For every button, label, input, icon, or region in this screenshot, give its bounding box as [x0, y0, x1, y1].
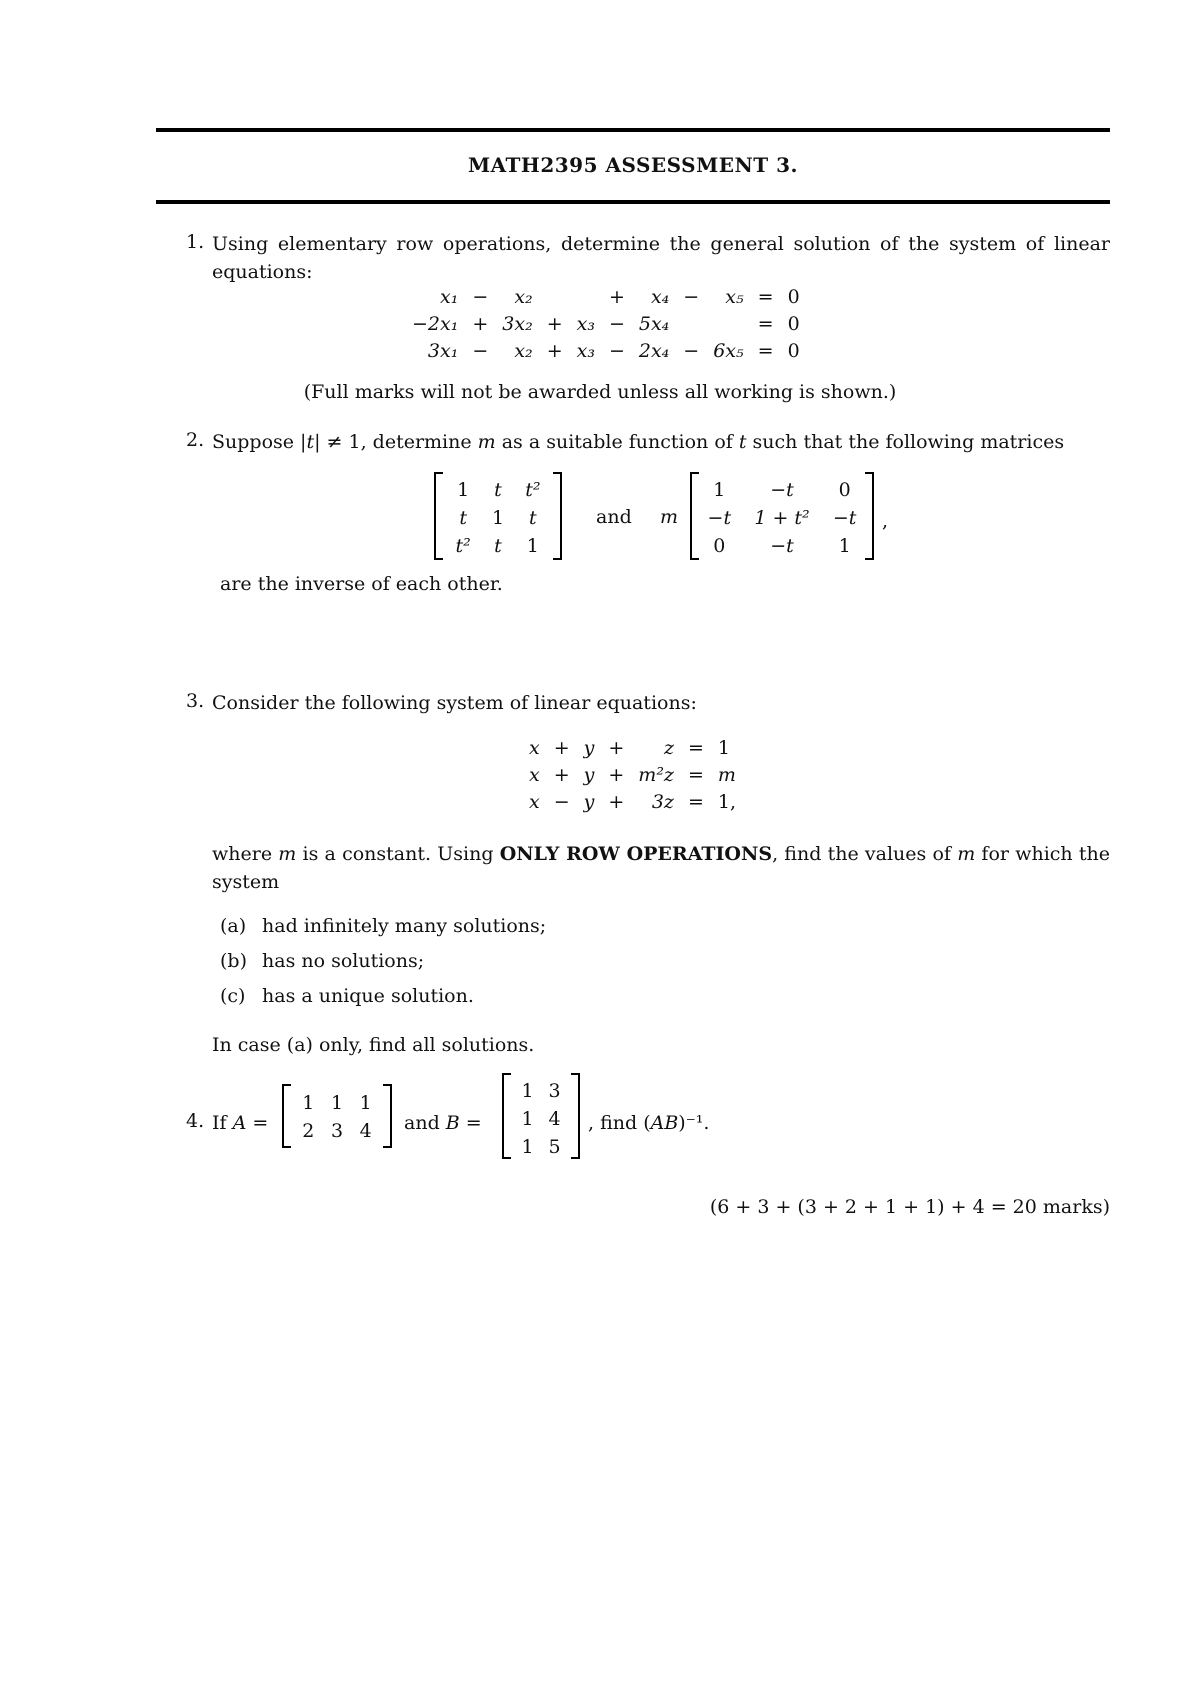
q1-equation-term — [706, 311, 750, 338]
q1-equation-term: − — [608, 313, 625, 335]
q1-equation-term: = — [757, 313, 774, 335]
q3-equation-system — [522, 735, 743, 816]
q2-and: and — [596, 506, 632, 528]
q4-matrix-b-row — [514, 1077, 568, 1105]
q1-equation-term: 3x₂ — [502, 313, 533, 335]
q2-matrix-2-entry: −t — [770, 535, 794, 557]
q2-matrix-1-entry: 1 — [491, 507, 505, 529]
q2-text: Suppose |t| ≠ 1, determine m as a suitable function of t such that the following matrices — [212, 431, 1065, 453]
q2-matrix-2-entry: −t — [707, 507, 732, 529]
q1-equation-term: x₄ — [650, 286, 670, 308]
q1-equation-term: 0 — [787, 340, 800, 362]
q2-matrix-1-entry: 1 — [457, 479, 470, 501]
q4-matrix-a-row — [294, 1117, 380, 1145]
q2-matrix-2-row — [700, 532, 864, 560]
q2-scalar-m: m — [660, 506, 679, 528]
q4-matrix-b — [502, 1073, 580, 1159]
q3-equation-term: 1 — [717, 737, 730, 759]
q3-number: 3. — [186, 690, 205, 712]
q3-equation-term: y — [583, 791, 595, 813]
q3-equation-term: + — [608, 764, 625, 786]
q3-equation-term: 1, — [717, 791, 737, 813]
q1-equation-row — [405, 311, 807, 338]
q3-equation-row — [522, 762, 743, 789]
q4-matrix-b-entry: 1 — [521, 1108, 534, 1130]
q3-equation-row — [522, 789, 743, 816]
q1-equation-term: 3x₁ — [427, 340, 459, 362]
q2-matrix-1-entry: t — [459, 507, 467, 529]
q1-note: (Full marks will not be awarded unless all working is shown.) — [303, 381, 897, 403]
q4-matrix-b-row — [514, 1105, 568, 1133]
q1-equation-term — [676, 311, 706, 338]
q2-comma: , — [882, 510, 889, 532]
q3-equation-term: + — [553, 764, 570, 786]
q4-if-a: If A = — [212, 1112, 269, 1134]
q3-part-label: (c) — [220, 985, 246, 1007]
q1-equation-system — [405, 284, 807, 365]
q1-equation-term: x₃ — [576, 313, 595, 335]
q2-matrix-2-row — [700, 476, 864, 504]
q2-matrix-1-row — [444, 532, 552, 560]
q1-equation-term: − — [472, 340, 489, 362]
q3-equation-term: y — [583, 737, 595, 759]
q4-matrix-a-entry: 3 — [330, 1120, 344, 1142]
q4-matrix-b-entry: 3 — [548, 1080, 561, 1102]
q2-matrix-2-entry: −t — [832, 507, 857, 529]
title-underline-rule — [156, 200, 1110, 204]
q3-part-label: (a) — [220, 915, 247, 937]
q1-equation-term: + — [472, 313, 489, 335]
q4-find: , find (AB)⁻¹. — [588, 1112, 710, 1134]
q1-equation-term: − — [608, 340, 625, 362]
q3-equation-term: + — [608, 791, 625, 813]
q1-text: Using elementary row operations, determine the general solution of the system of linear equations: — [212, 233, 1110, 283]
q3-equation-term: x — [529, 791, 540, 813]
q2-matrix-1-entry: t — [494, 479, 502, 501]
q4-number: 4. — [186, 1110, 205, 1132]
q1-equation-term: x₂ — [514, 286, 533, 308]
q1-equation-term: = — [757, 286, 774, 308]
q3-where-text: where m is a constant. Using ONLY ROW OPERATIONS, find the values of m for which the system — [212, 843, 1110, 893]
q1-equation-term: x₂ — [514, 340, 533, 362]
marks-total: (6 + 3 + (3 + 2 + 1 + 1) + 4 = 20 marks) — [709, 1196, 1110, 1218]
q1-equation-term: 5x₄ — [638, 313, 670, 335]
q2-matrix-1 — [434, 472, 562, 560]
q4-matrix-b-entry: 4 — [548, 1108, 561, 1130]
q2-matrix-1-entry: 1 — [526, 535, 539, 557]
q4-matrix-a-entry: 1 — [330, 1092, 344, 1114]
q1-equation-term — [570, 284, 602, 311]
q1-equation-term: 0 — [787, 313, 800, 335]
q2-matrix-2 — [690, 472, 874, 560]
q3-equation-term: x — [529, 737, 540, 759]
q2-matrix-1-entry: t — [529, 507, 537, 529]
q3-equation-term: + — [553, 737, 570, 759]
q4-and-b: and B = — [404, 1112, 482, 1134]
q4-matrix-b-entry: 5 — [548, 1136, 561, 1158]
q2-matrix-2-entry: 1 — [838, 535, 851, 557]
q1-equation-term: + — [546, 313, 563, 335]
q1-equation-term: x₅ — [725, 286, 744, 308]
q3-equation-term: x — [529, 764, 540, 786]
q4-matrix-b-entry: 1 — [521, 1080, 534, 1102]
q2-matrix-2-row — [700, 504, 864, 532]
q3-part-label: (b) — [220, 950, 247, 972]
q1-equation-term — [540, 284, 570, 311]
q1-equation-term: 0 — [787, 286, 800, 308]
q3-equation-term: + — [608, 737, 625, 759]
q1-equation-row — [405, 284, 807, 311]
q2-matrix-2-entry: 1 — [713, 479, 726, 501]
q3-intro: Consider the following system of linear equations: — [212, 692, 697, 714]
q3-part-text: had infinitely many solutions; — [262, 915, 547, 937]
q2-matrix-2-entry: 0 — [838, 479, 851, 501]
top-rule — [156, 128, 1110, 132]
q2-matrix-2-entry: 1 + t² — [754, 507, 810, 529]
q1-equation-term: + — [546, 340, 563, 362]
q2-number: 2. — [186, 429, 205, 451]
q3-equation-term: = — [687, 764, 704, 786]
q1-equation-row — [405, 338, 807, 365]
q1-equation-term: 6x₅ — [713, 340, 744, 362]
q1-equation-term: = — [757, 340, 774, 362]
q1-equation-term: −2x₁ — [412, 313, 459, 335]
q3-equation-term: z — [663, 737, 674, 759]
q2-matrix-1-row — [444, 504, 552, 532]
q4-matrix-a-row — [294, 1089, 380, 1117]
q3-equation-term: − — [553, 791, 570, 813]
q3-equation-term: = — [687, 737, 704, 759]
q3-equation-row — [522, 735, 743, 762]
q3-part-text: has a unique solution. — [262, 985, 474, 1007]
q4-matrix-b-entry: 1 — [521, 1136, 534, 1158]
q2-matrix-1-entry: t² — [525, 479, 541, 501]
q2-matrix-2-entry: 0 — [713, 535, 726, 557]
q2-matrix-1-entry: t — [494, 535, 502, 557]
q4-matrix-a-entry: 1 — [359, 1092, 372, 1114]
q3-equation-term: 3z — [651, 791, 674, 813]
q1-equation-term: x₃ — [576, 340, 595, 362]
q4-matrix-b-row — [514, 1133, 568, 1161]
q2-tail: are the inverse of each other. — [220, 573, 503, 595]
q3-closing: In case (a) only, find all solutions. — [212, 1034, 535, 1056]
q2-matrix-2-entry: −t — [770, 479, 794, 501]
q3-equation-term: m — [717, 764, 736, 786]
q1-equation-term: + — [608, 286, 625, 308]
q1-equation-term: 2x₄ — [638, 340, 670, 362]
q3-part-text: has no solutions; — [262, 950, 425, 972]
q1-number: 1. — [186, 231, 205, 253]
page-title: MATH2395 ASSESSMENT 3. — [467, 153, 798, 177]
q1-equation-term: − — [683, 286, 700, 308]
q1-equation-term: − — [683, 340, 700, 362]
q4-matrix-a-entry: 4 — [359, 1120, 372, 1142]
q3-equation-term: = — [687, 791, 704, 813]
q4-matrix-a-entry: 2 — [302, 1120, 315, 1142]
q3-equation-term: m²z — [638, 764, 674, 786]
q1-equation-term: − — [472, 286, 489, 308]
q2-matrix-1-row — [444, 476, 552, 504]
q4-matrix-a-entry: 1 — [302, 1092, 315, 1114]
q3-equation-term: y — [583, 764, 595, 786]
q4-matrix-a — [282, 1084, 392, 1148]
q2-matrix-1-entry: t² — [455, 535, 471, 557]
q1-equation-term: x₁ — [440, 286, 459, 308]
